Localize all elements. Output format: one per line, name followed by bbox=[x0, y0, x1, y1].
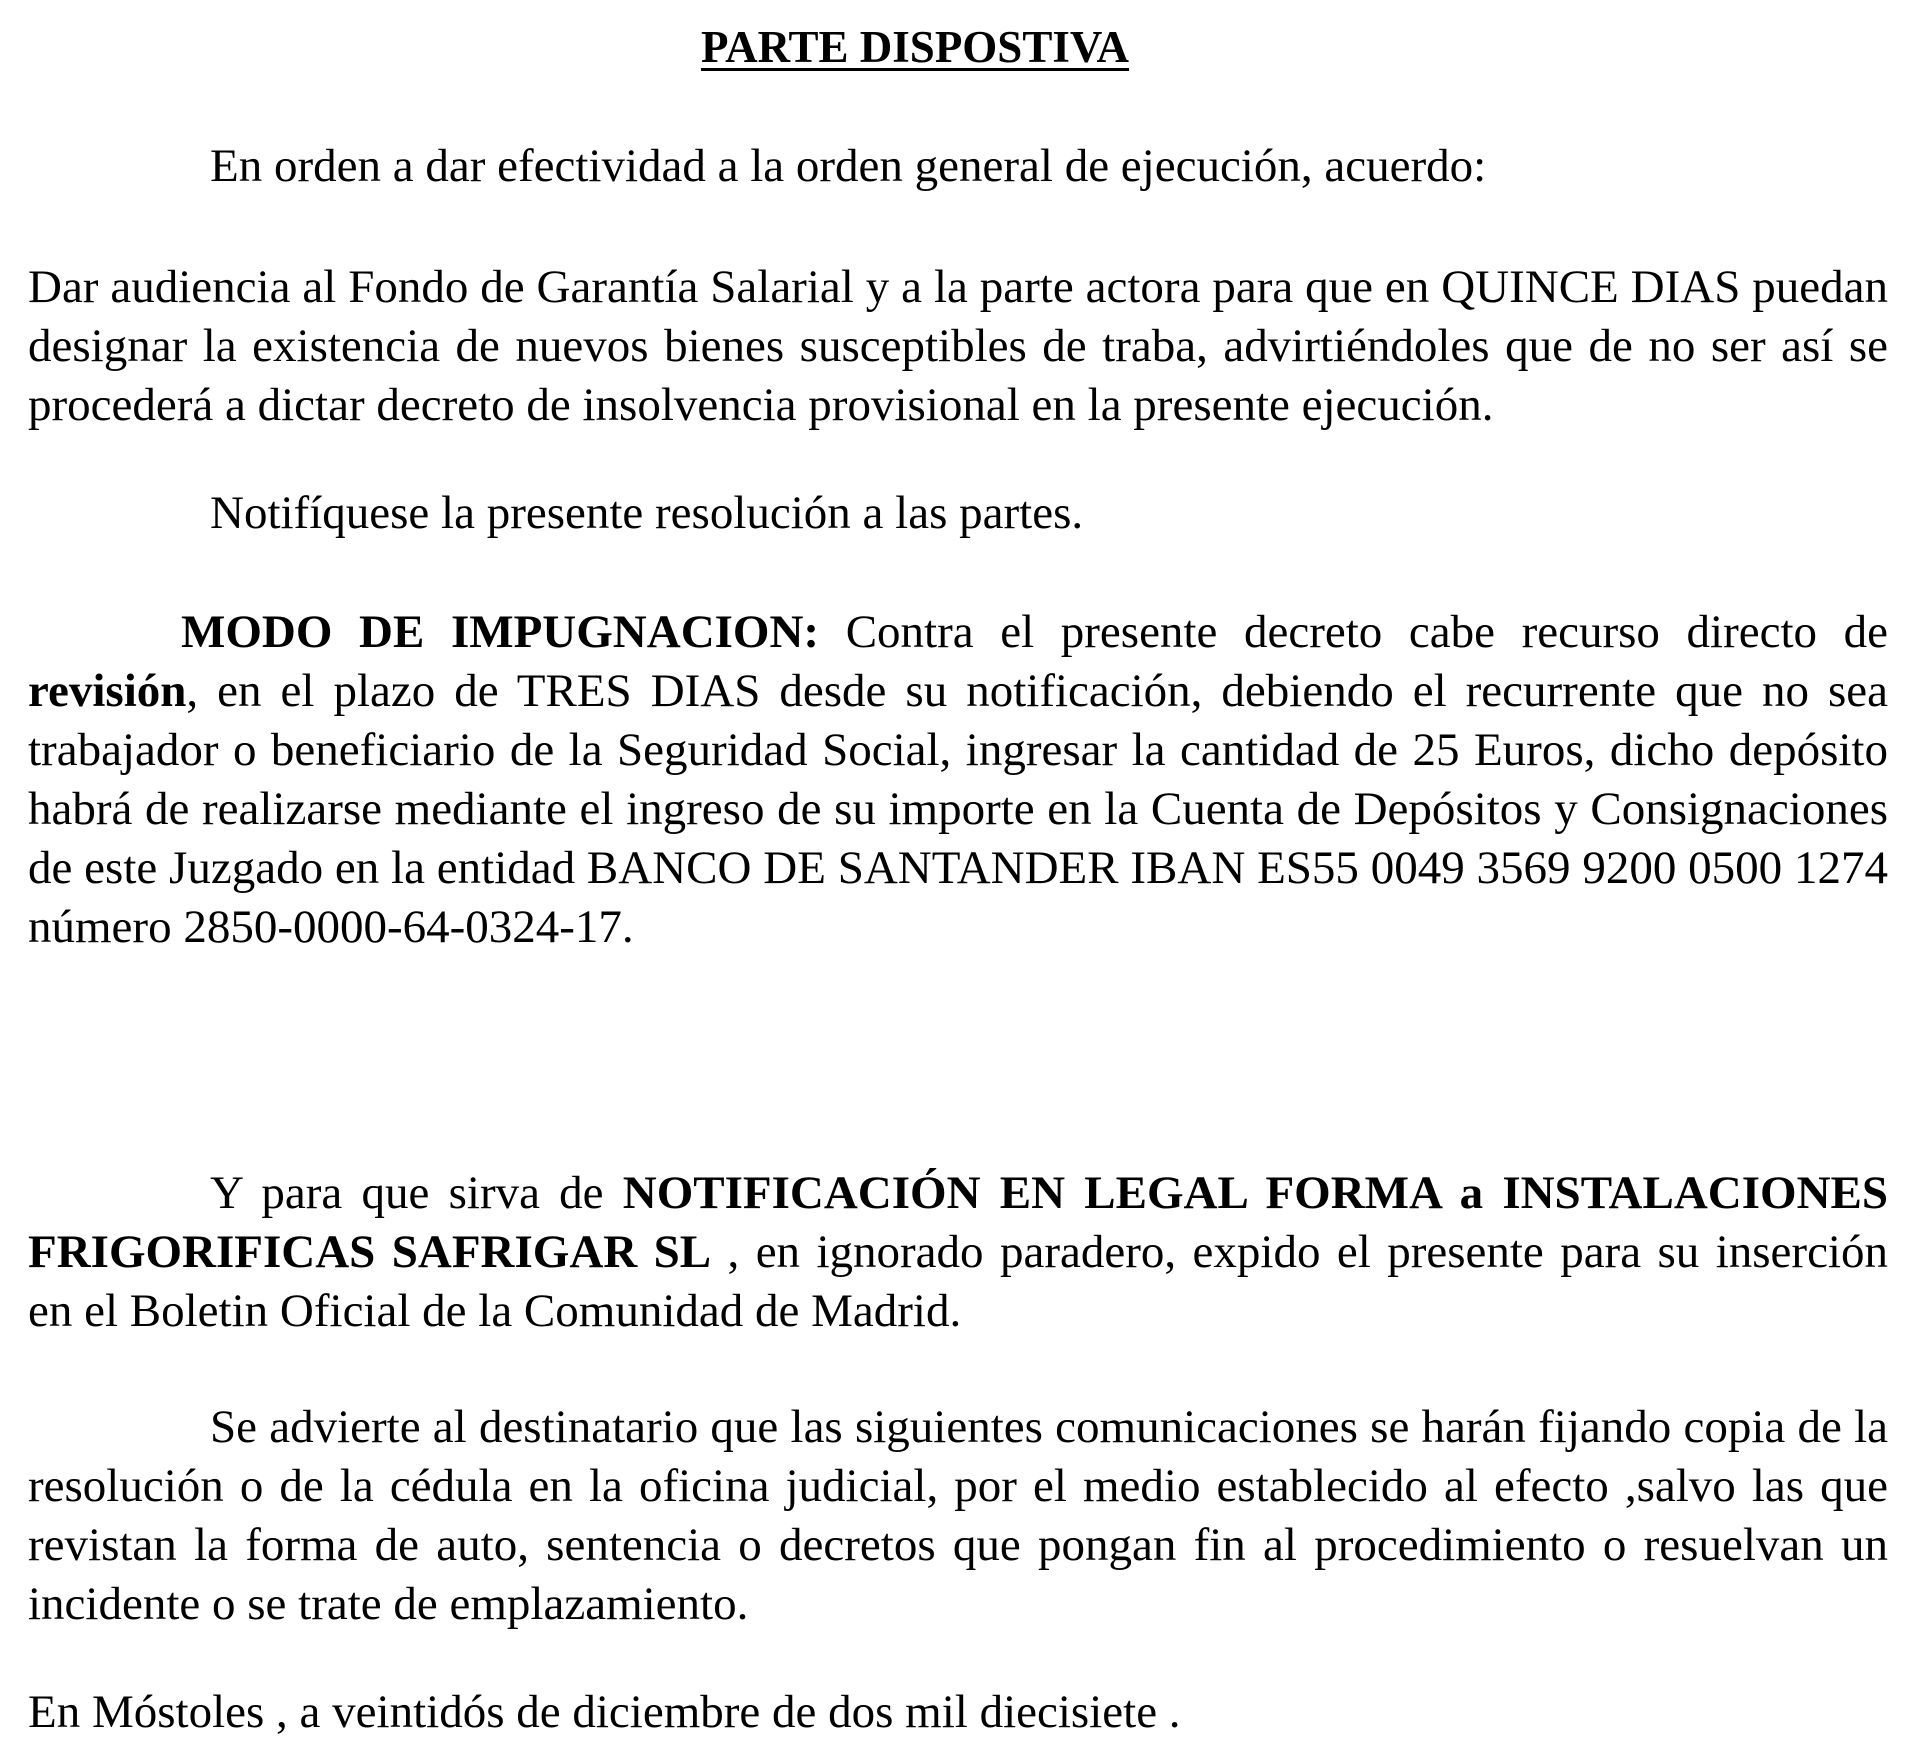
paragraph-appeal-method bbox=[28, 603, 1888, 957]
legal-notification-text-b: , en ignorado paradero, expido el presente para su inserción en el Boletin Oficial de la Comunidad de Madrid. bbox=[28, 1226, 1888, 1337]
paragraph-legal-notification bbox=[28, 1164, 1888, 1341]
legal-notification-bold: NOTIFICACIÓN EN LEGAL FORMA a INSTALACIONES FRIGORIFICAS SAFRIGAR SL bbox=[28, 1167, 1889, 1278]
paragraph-hearing: Dar audiencia al Fondo de Garantía Salarial y a la parte actora para que en QUINCE DIAS puedan designar la existencia de nuevos bienes susceptibles de traba, advirtiéndoles que de no ser así se procederá a dictar decreto de insolvencia provisional en la presente ejecución. bbox=[28, 261, 1888, 431]
appeal-text-b: , en el plazo de TRES DIAS desde su notificación, debiendo el recurrente que no sea trabajador o beneficiario de la Seguridad Social, ingresar la cantidad de 25 Euros, dicho depósito habrá de realizarse mediante el ingreso de su importe en la Cuenta de Depósitos y Consignaciones de este Juzgado en la entidad BANCO DE SANTANDER IBAN ES55 0049 3569 9200 0500 1274 número 2850-0000-64-0324-17. bbox=[28, 665, 1888, 953]
document-title: PARTE DISPOSTIVA bbox=[700, 22, 1130, 72]
appeal-method-label: MODO DE IMPUGNACION: bbox=[181, 606, 820, 658]
paragraph-notification: Notifíquese la presente resolución a las partes. bbox=[210, 487, 1084, 539]
appeal-bold-word: revisión bbox=[28, 665, 187, 717]
paragraph-warning: Se advierte al destinatario que las siguientes comunicaciones se harán fijando copia de la resolución o de la cédula en la oficina judicial, por el medio establecido al efecto ,salvo las que revistan la forma de auto, sentencia o decretos que pongan fin al procedimiento o resuelvan un incidente o se trate de emplazamiento. bbox=[28, 1401, 1888, 1630]
appeal-text-a: Contra el presente decreto cabe recurso directo de bbox=[819, 606, 1888, 658]
legal-notification-text-a: Y para que sirva de bbox=[210, 1167, 623, 1219]
paragraph-place-date: En Móstoles , a veintidós de diciembre de dos mil diecisiete . bbox=[28, 1686, 1181, 1738]
paragraph-agreement-intro: En orden a dar efectividad a la orden general de ejecución, acuerdo: bbox=[210, 140, 1487, 192]
